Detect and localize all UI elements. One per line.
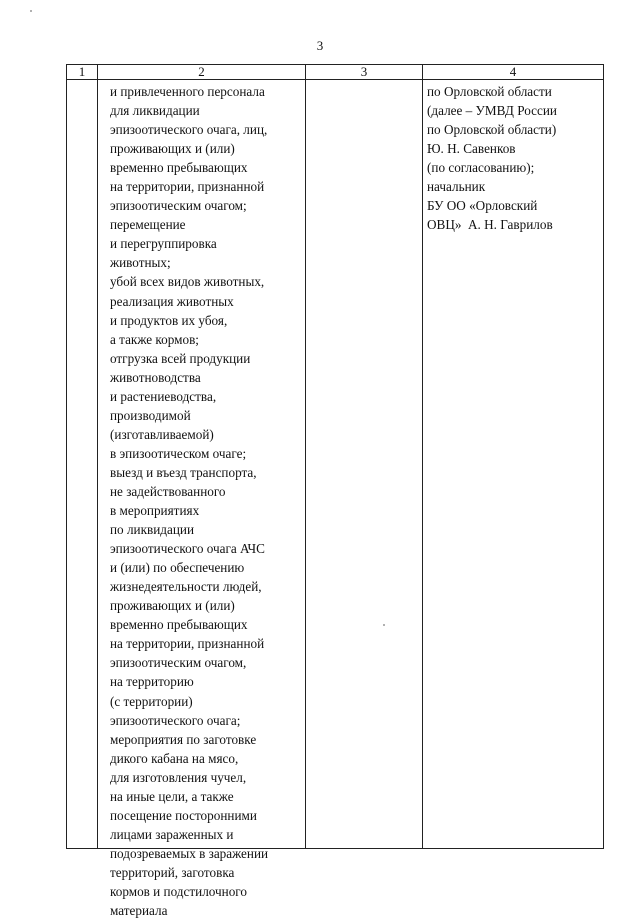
text-line: подозреваемых в заражении	[110, 845, 269, 861]
text-line: на территорию	[110, 674, 194, 690]
text-line: ОВЦ» А. Н. Гаврилов	[427, 217, 553, 233]
text-line: для изготовления чучел,	[110, 769, 247, 785]
text-line: а также кормов;	[110, 331, 199, 347]
text-line: (изготавливаемой)	[110, 426, 214, 442]
text-line: лицами зараженных и	[110, 826, 234, 842]
text-line: проживающих и (или)	[110, 141, 235, 157]
text-line: дикого кабана на мясо,	[110, 750, 239, 766]
text-line: начальник	[427, 179, 486, 195]
page-number: 3	[316, 38, 324, 53]
column-divider	[422, 65, 423, 848]
header-col-1: 1	[78, 64, 86, 79]
text-line: проживающих и (или)	[110, 598, 235, 614]
text-line: для ликвидации	[110, 103, 200, 119]
text-line: животноводства	[110, 369, 201, 385]
header-divider	[67, 79, 603, 80]
text-line: на территории, признанной	[110, 636, 265, 652]
text-line: (с территории)	[110, 693, 193, 709]
column-divider	[97, 65, 98, 848]
text-line: временно пребывающих	[110, 617, 248, 633]
text-line: выезд и въезд транспорта,	[110, 464, 257, 480]
text-line: на иные цели, а также	[110, 788, 234, 804]
text-line: производимой	[110, 407, 191, 423]
text-line: убой всех видов животных,	[110, 274, 265, 290]
text-line: и (или) по обеспечению	[110, 560, 245, 576]
text-line: территорий, заготовка	[110, 864, 235, 880]
text-line: и продуктов их убоя,	[110, 312, 228, 328]
header-col-4: 4	[509, 64, 517, 79]
text-line: мероприятия по заготовке	[110, 731, 257, 747]
text-line: эпизоотического очага АЧС	[110, 541, 265, 557]
text-line: Ю. Н. Савенков	[427, 141, 516, 157]
text-line: (по согласованию);	[427, 160, 535, 176]
text-line: на территории, признанной	[110, 179, 265, 195]
text-line: (далее – УМВД России	[427, 103, 557, 119]
document-table	[66, 64, 604, 919]
text-line: эпизоотическим очагом;	[110, 198, 247, 214]
text-line: и привлеченного персонала	[110, 84, 265, 99]
text-line: в мероприятиях	[110, 503, 200, 519]
scan-speck	[30, 10, 32, 12]
text-line: временно пребывающих	[110, 160, 248, 176]
text-line: материала	[110, 903, 168, 919]
text-line: по ликвидации	[110, 522, 195, 538]
text-line: кормов и подстилочного	[110, 883, 247, 899]
text-line: эпизоотическим очагом,	[110, 655, 247, 671]
header-col-2: 2	[198, 64, 205, 79]
header-col-3: 3	[360, 64, 368, 79]
text-line: перемещение	[110, 217, 186, 233]
text-line: посещение посторонними	[110, 807, 257, 823]
text-line: эпизоотического очага;	[110, 712, 241, 728]
text-line: реализация животных	[110, 293, 234, 309]
text-line: по Орловской области)	[427, 122, 557, 138]
text-line: отгрузка всей продукции	[110, 350, 251, 366]
text-line: и растениеводства,	[110, 388, 217, 404]
text-line: в эпизоотическом очаге;	[110, 445, 247, 461]
responsible-column	[427, 82, 557, 234]
measures-column	[110, 82, 268, 920]
text-line: и перегруппировка	[110, 236, 217, 252]
column-divider	[305, 65, 306, 848]
text-line: эпизоотического очага, лиц,	[110, 122, 268, 138]
text-line: БУ ОО «Орловский	[427, 198, 538, 214]
text-line: жизнедеятельности людей,	[110, 579, 262, 595]
text-line: по Орловской области	[427, 84, 552, 99]
text-line: не задействованного	[110, 483, 226, 499]
text-line: животных;	[110, 255, 171, 271]
scan-speck	[383, 624, 385, 626]
